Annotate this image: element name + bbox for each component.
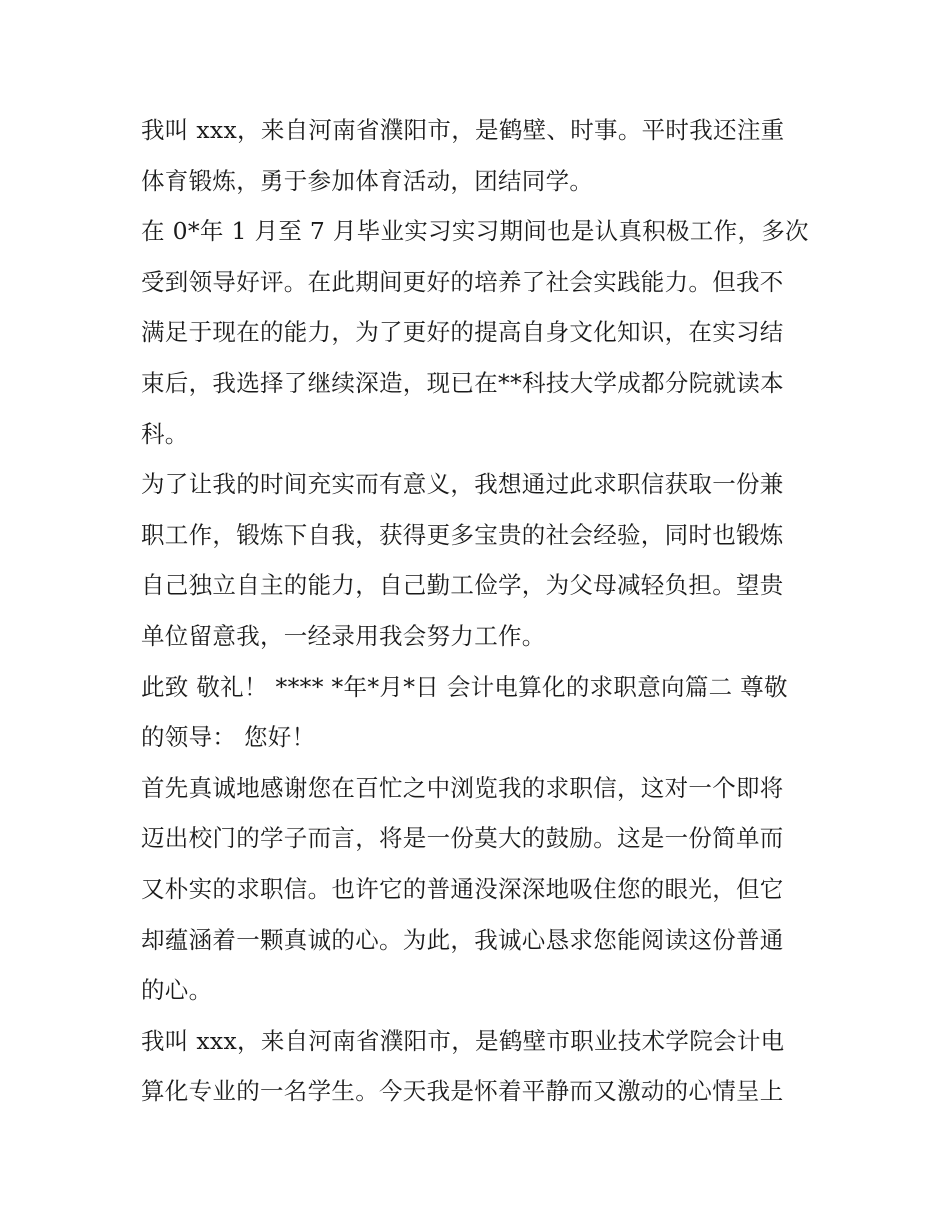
document-body xyxy=(141,105,813,1117)
paragraph-5 xyxy=(141,763,813,1016)
text-line: 我叫 xxx，来自河南省濮阳市，是鹤壁、时事。平时我还注重 xyxy=(141,116,785,144)
text-line: 的领导： 您好！ xyxy=(141,723,316,752)
text-line: 束后，我选择了继续深造，现已在**科技大学成都分院就读本 xyxy=(141,368,784,397)
text-line: 职工作，锻炼下自我，获得更多宝贵的社会经验，同时也锻炼 xyxy=(141,520,784,549)
paragraph-6 xyxy=(141,1016,813,1117)
text-line: 体育锻炼，勇于参加体育活动，团结同学。 xyxy=(141,166,594,195)
text-line: 科。 xyxy=(141,419,189,448)
text-line: 此致 敬礼！ **** *年*月*日 会计电算化的求职意向篇二 尊敬 xyxy=(141,672,788,701)
paragraph-4 xyxy=(141,662,813,763)
text-line: 算化专业的一名学生。今天我是怀着平静而又激动的心情呈上 xyxy=(141,1077,784,1106)
paragraph-3 xyxy=(141,459,813,661)
text-line: 为了让我的时间充实而有意义，我想通过此求职信获取一份兼 xyxy=(141,470,784,499)
paragraph-2 xyxy=(141,206,813,459)
text-line: 单位留意我，一经录用我会努力工作。 xyxy=(141,621,546,650)
text-line: 迈出校门的学子而言，将是一份莫大的鼓励。这是一份简单而 xyxy=(141,824,784,853)
text-line: 却蕴涵着一颗真诚的心。为此，我诚心恳求您能阅读这份普通 xyxy=(141,925,784,954)
text-line: 的心。 xyxy=(141,976,213,1005)
text-line: 首先真诚地感谢您在百忙之中浏览我的求职信，这对一个即将 xyxy=(141,773,784,802)
text-line: 满足于现在的能力，为了更好的提高自身文化知识，在实习结 xyxy=(141,318,784,347)
text-line: 在 0*年 1 月至 7 月毕业实习实习期间也是认真积极工作，多次 xyxy=(141,217,809,246)
text-line: 受到领导好评。在此期间更好的培养了社会实践能力。但我不 xyxy=(141,267,784,296)
text-line: 我叫 xxx，来自河南省濮阳市，是鹤壁市职业技术学院会计电 xyxy=(141,1026,785,1055)
text-line: 又朴实的求职信。也许它的普通没深深地吸住您的眼光，但它 xyxy=(141,874,784,903)
text-line: 自己独立自主的能力，自己勤工俭学，为父母减轻负担。望贵 xyxy=(141,571,784,600)
paragraph-1 xyxy=(141,105,813,206)
